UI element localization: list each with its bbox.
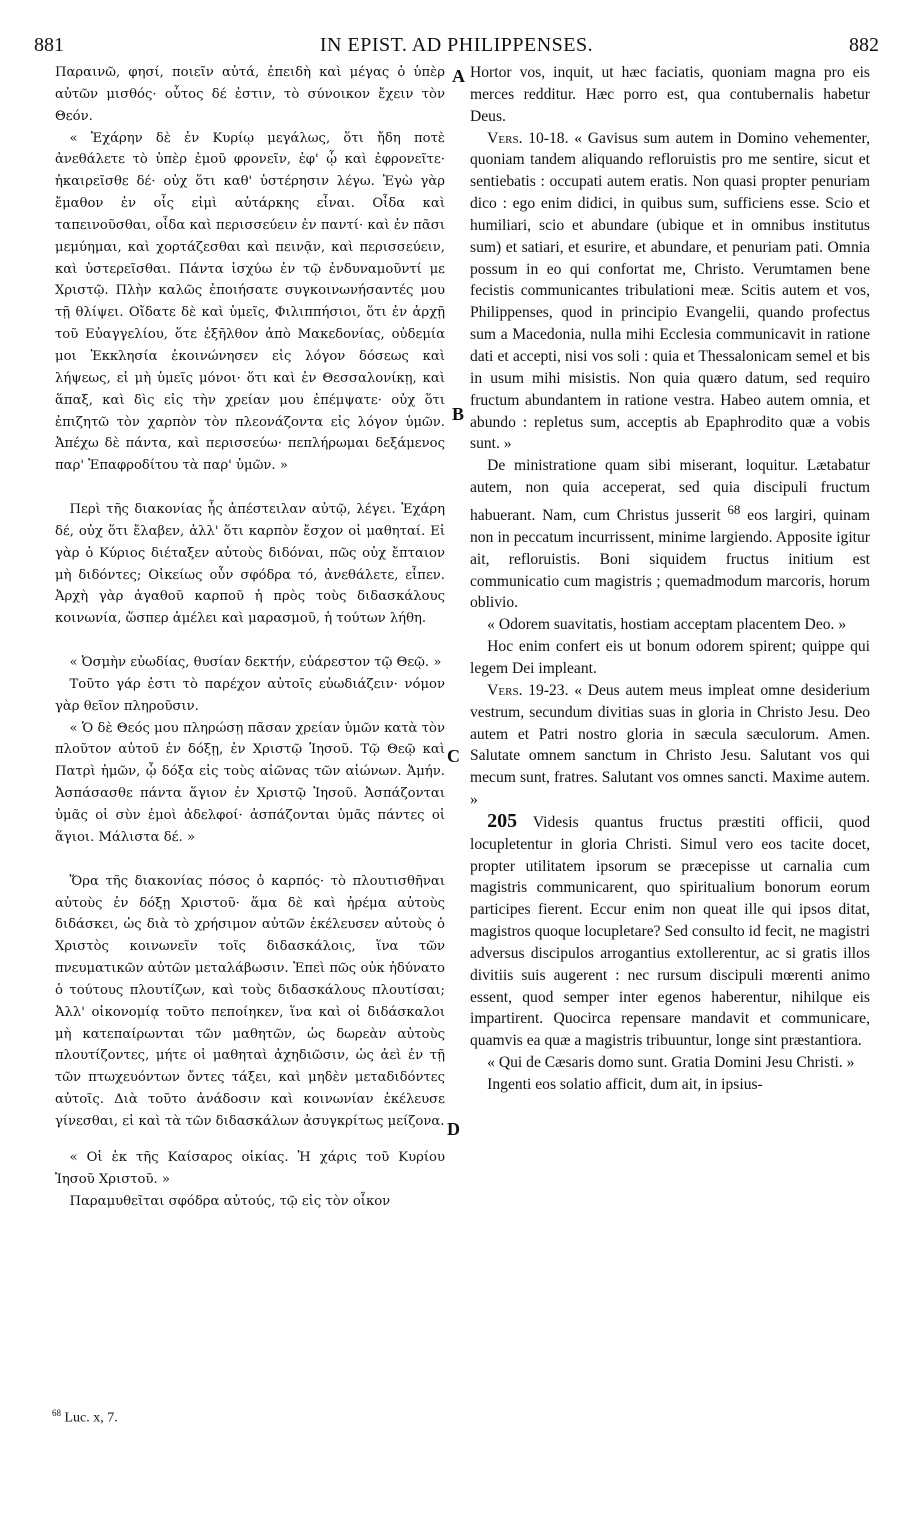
latin-text: De ministratione quam sibi miserant, loquitur. Lætabatur autem, non quia acceperat, sed quia discipuli fructum habuerant. Nam, cum Christus jusserit	[470, 457, 870, 525]
latin-paragraph: Hoc enim confert eis ut bonum odorem spirent; quippe qui legem Dei impleant.	[470, 638, 870, 677]
latin-paragraph	[470, 455, 870, 614]
running-head	[34, 34, 879, 60]
latin-paragraph: Ingenti eos solatio afficit, dum ait, in ipsius-	[487, 1076, 763, 1093]
greek-scripture-quote: « Ὀσμὴν εὐωδίας, θυσίαν δεκτήν, εὐάρεστον τῷ Θεῷ. »	[69, 655, 442, 671]
greek-paragraph: Παραινῶ, φησί, ποιεῖν αὐτά, ἐπειδὴ καὶ μέγας ὁ ὑπὲρ αὐτῶν μισθός· οὗτος δέ ἐστιν, τὸ σύνοικον ἔχειν τὸν Θεόν.	[55, 65, 445, 124]
latin-paragraph: Hortor vos, inquit, ut hæc faciatis, quoniam magna pro eis merces redditur. Hæc porro est, qua contubernalis habetur Deus.	[470, 64, 870, 125]
greek-paragraph: Παραμυθεῖται σφόδρα αὐτούς, τῷ εἰς τὸν οἶκον	[69, 1193, 391, 1209]
greek-paragraph: Τοῦτο γάρ ἐστι τὸ παρέχον αὐτοῖς εὐωδιάζειν· νόμον γὰρ θεῖον πληροῦσιν.	[55, 676, 445, 714]
left-page-number: 881	[34, 34, 64, 56]
right-page-number: 882	[849, 34, 879, 56]
section-marker-b: B	[452, 404, 465, 424]
greek-scripture-quote: « Ὁ δὲ Θεός μου πληρώσῃ πᾶσαν χρείαν ὑμῶν κατὰ τὸν πλοῦτον αὐτοῦ ἐν δόξῃ, ἐν Χριστῷ Ἰησοῦ. Τῷ Θεῷ καὶ Πατρὶ ἡμῶν, ᾧ δόξα εἰς τοὺς αἰῶνας τῶν αἰώνων. Ἀμήν. Ἀσπάσασθε πάντα ἅγιον ἐν Χριστῷ Ἰησοῦ. Ἀσπάζονται ὑμᾶς οἱ σὺν ἐμοὶ ἀδελφοί· ἀσπάζονται ὑμᾶς πάντες οἱ ἅγιοι. Μάλιστα δέ. »	[55, 720, 445, 845]
footnote-text: Luc. x, 7.	[64, 1410, 118, 1426]
running-title: IN EPIST. AD PHILIPPENSES.	[319, 34, 594, 56]
latin-text: eos largiri, quinam non in peccatum incurrissent, minime largiendo. Apposite igitur ait, refloruistis. Boni siquidem fructus initium est communicatio cum magistris ; quemadmodum marcoris, horum oblivio.	[470, 507, 870, 612]
footnote-ref: 68	[727, 501, 741, 517]
greek-paragraph: Ὅρα τῆς διακονίας πόσος ὁ καρπός· τὸ πλουτισθῆναι αὐτοὺς ἐν δόξῃ Χριστοῦ· ἅμα δὲ καὶ ἠρέμα αὐτοὺς διδάσκει, ὡς διὰ τὸ χρήσιμον αὐτῶν ἐκέλευσεν αὐτοὺς ὁ Χριστὸς κοινωνεῖν τοῖς διδασκάλοις, ἵνα τῶν πνευματικῶν αὐτῶν μεταλάβωσιν. Ἐπεὶ πῶς οὐκ ἠδύνατο ὁ τούτους πλουτίζων, καὶ τοὺς διδασκάλους πλουτίσαι; Ἀλλ' οἰκονομίᾳ τοῦτο πεποίηκεν, ἵνα καὶ οἱ διδάσκαλοι μὴ κατεπαίρωνται τῶν μαθητῶν, ὡς δωρεὰν αὐτοὺς πλουτίζοντες, μήτε οἱ μαθηταὶ ἀχηδιῶσιν, ὡς ἀεὶ ἐν τῇ τῶν πτωχευόντων ὄντες τάξει, καὶ μηδὲν μεταδιδόντες αὐτοῖς. Διὰ τοῦτο ἀνάδοσιν καὶ κοινωνίαν ἐκέλευσε γίνεσθαι, εἰ καὶ τὰ τῶν διδασκάλων ἀσυγκρίτως μείζονα.	[55, 873, 445, 1129]
section-marker-c: C	[447, 746, 460, 766]
verse-reference: Vers. 19-23.	[487, 681, 569, 699]
section-marker-a: A	[452, 66, 465, 86]
footnote-number: 68	[52, 1408, 61, 1418]
latin-paragraph	[470, 811, 870, 1052]
latin-scripture-quote: « Odorem suavitatis, hostiam acceptam placentem Deo. »	[487, 616, 847, 634]
footnote	[52, 1408, 118, 1427]
greek-paragraph: Περὶ τῆς διακονίας ἧς ἀπέστειλαν αὐτῷ, λέγει. Ἐχάρη δέ, οὐχ ὅτι ἔλαβεν, ἀλλ' ὅτι καρπὸν ἔσχον οἱ μαθηταί. Εἰ γὰρ ὁ Κύριος διέταξεν αὐτοὺς διδόναι, πῶς οὐχ ἔπταιον μὴ διδόντες; Οἰκείως οὖν σφόδρα τό, ἀνεθάλετε, εἶπεν. Ἀρχὴ γὰρ ἀγαθοῦ καρποῦ ἡ πρὸς τοὺς διδασκάλους κοινωνία, ὥσπερ ἀμέλει καὶ μαρασμοῦ, ἡ τούτων λήθη.	[55, 502, 445, 627]
latin-column	[470, 62, 870, 1096]
column-number: 205	[487, 809, 518, 832]
latin-verse-block	[470, 128, 870, 456]
latin-scripture-quote: « Gavisus sum autem in Domino vehementer, quoniam tandem aliquando refloruistis pro me sentire, sicut et sentiebatis : occupati autem eratis. Non quasi propter penuriam dico : ego enim didici, in quibus sum, sufficiens esse. Scio et humiliari, scio et abundare (ubique et in omnibus institutus sum) et satiari, et esurire, et abundare, et penuriam pati. Omnia possum in eo qui confortat me, Christo. Verumtamen bene fecistis communicantes tribulationi meæ. Scitis autem et vos, Philippenses, quod in principio Evangelii, quando profectus sum a Macedonia, nulla mihi Ecclesia communicavit in ratione dati et accepti, nisi vos soli : quia et Thessalonicam semel et bis in usum mihi misistis. Non quia quæro datum, sed requiro fructum abundantem in ratione vestra. Habeo autem omnia, et abundo : repletus sum, acceptis ab Epaphrodito quæ a vobis sunt. »	[470, 129, 870, 453]
latin-scripture-quote: « Qui de Cæsaris domo sunt. Gratia Domini Jesu Christi. »	[487, 1054, 855, 1072]
greek-column	[55, 62, 445, 1212]
latin-text: Videsis quantus fructus præstiti officii, quod locupletentur in gloria Christi. Simul vero eos tacite docet, propter utilitatem ipsorum se præcepisse ut carnalia cum magistris communicarent, quo spiritualium bonorum eorum participes fierent. Eccur enim non queat ille qui ipsos ditat, magistros quoque locupletare? Sed consulto id fecit, ne magistri adversus discipulos arrogantius extollerentur, ac si gratis illos divitiis suis augerent : nec rursum discipuli mœrenti animo essent, quod semper inter egenos haberentur, nihilque eis impartirent. Quocirca repensare mandavit et communicare, quamvis ea quæ a magistris tribuuntur, longe sint præstantiora.	[470, 813, 870, 1050]
latin-verse-block	[470, 680, 870, 811]
section-marker-d: D	[447, 1119, 460, 1139]
greek-scripture-quote: « Ἐχάρην δὲ ἐν Κυρίῳ μεγάλως, ὅτι ἤδη ποτὲ ἀνεθάλετε τὸ ὑπὲρ ἐμοῦ φρονεῖν, ἐφ' ᾧ καὶ ἐφρονεῖτε· ἠκαιρεῖσθε δέ· οὐχ ὅτι καθ' ὑστέρησιν λέγω. Ἐγὼ γὰρ ἔμαθον ἐν οἷς εἰμὶ αὐτάρκης εἶναι. Οἶδα καὶ ταπεινοῦσθαι, οἶδα καὶ περισσεύειν ἐν παντί· καὶ ἐν πᾶσι μεμύημαι, καὶ χορτάζεσθαι καὶ πεινᾷν, καὶ περισσεύειν, καὶ ὑστερεῖσθαι. Πάντα ἰσχύω ἐν τῷ ἐνδυναμοῦντί με Χριστῷ. Πλὴν καλῶς ἐποιήσατε συγκοινωνήσαντές μου τῇ θλίψει. Οἴδατε δὲ καὶ ὑμεῖς, Φιλιππήσιοι, ὅτι ἐν ἀρχῇ τοῦ Εὐαγγελίου, ὅτε ἐξῆλθον ἀπὸ Μακεδονίας, οὐδεμία μοι Ἐκκλησία ἐκοινώνησεν εἰς λόγον δόσεως καὶ λήψεως, εἰ μὴ ὑμεῖς μόνοι· ὅτι καὶ ἐν Θεσσαλονίκῃ, καὶ ἅπαξ, καὶ δὶς εἰς τὴν χρείαν μου ἐπέμψατε· οὐχ ὅτι ἐπιζητῶ τὸν χαρπὸν τὸν πλεονάζοντα εἰς λόγον ὑμῶν. Ἀπέχω δὲ πάντα, καὶ περισσεύω· πεπλήρωμαι δεξάμενος παρ' Ἐπαφροδίτου τὰ παρ' ὑμῶν. »	[55, 130, 445, 474]
verse-reference: Vers. 10-18.	[487, 129, 569, 147]
latin-scripture-quote: « Deus autem meus impleat omne desiderium vestrum, secundum divitias suas in gloria in Christo Jesu. Deo autem et Patri nostro gloria in sæcula sæculorum. Amen. Salutate omnem sanctum in Christo Jesu. Salutant vos qui mecum sunt, fratres. Salutant vos omnes sancti. Maxime autem. »	[470, 681, 871, 809]
greek-scripture-quote: « Οἱ ἐκ τῆς Καίσαρος οἰκίας. Ἡ χάρις τοῦ Κυρίου Ἰησοῦ Χριστοῦ. »	[55, 1149, 445, 1187]
